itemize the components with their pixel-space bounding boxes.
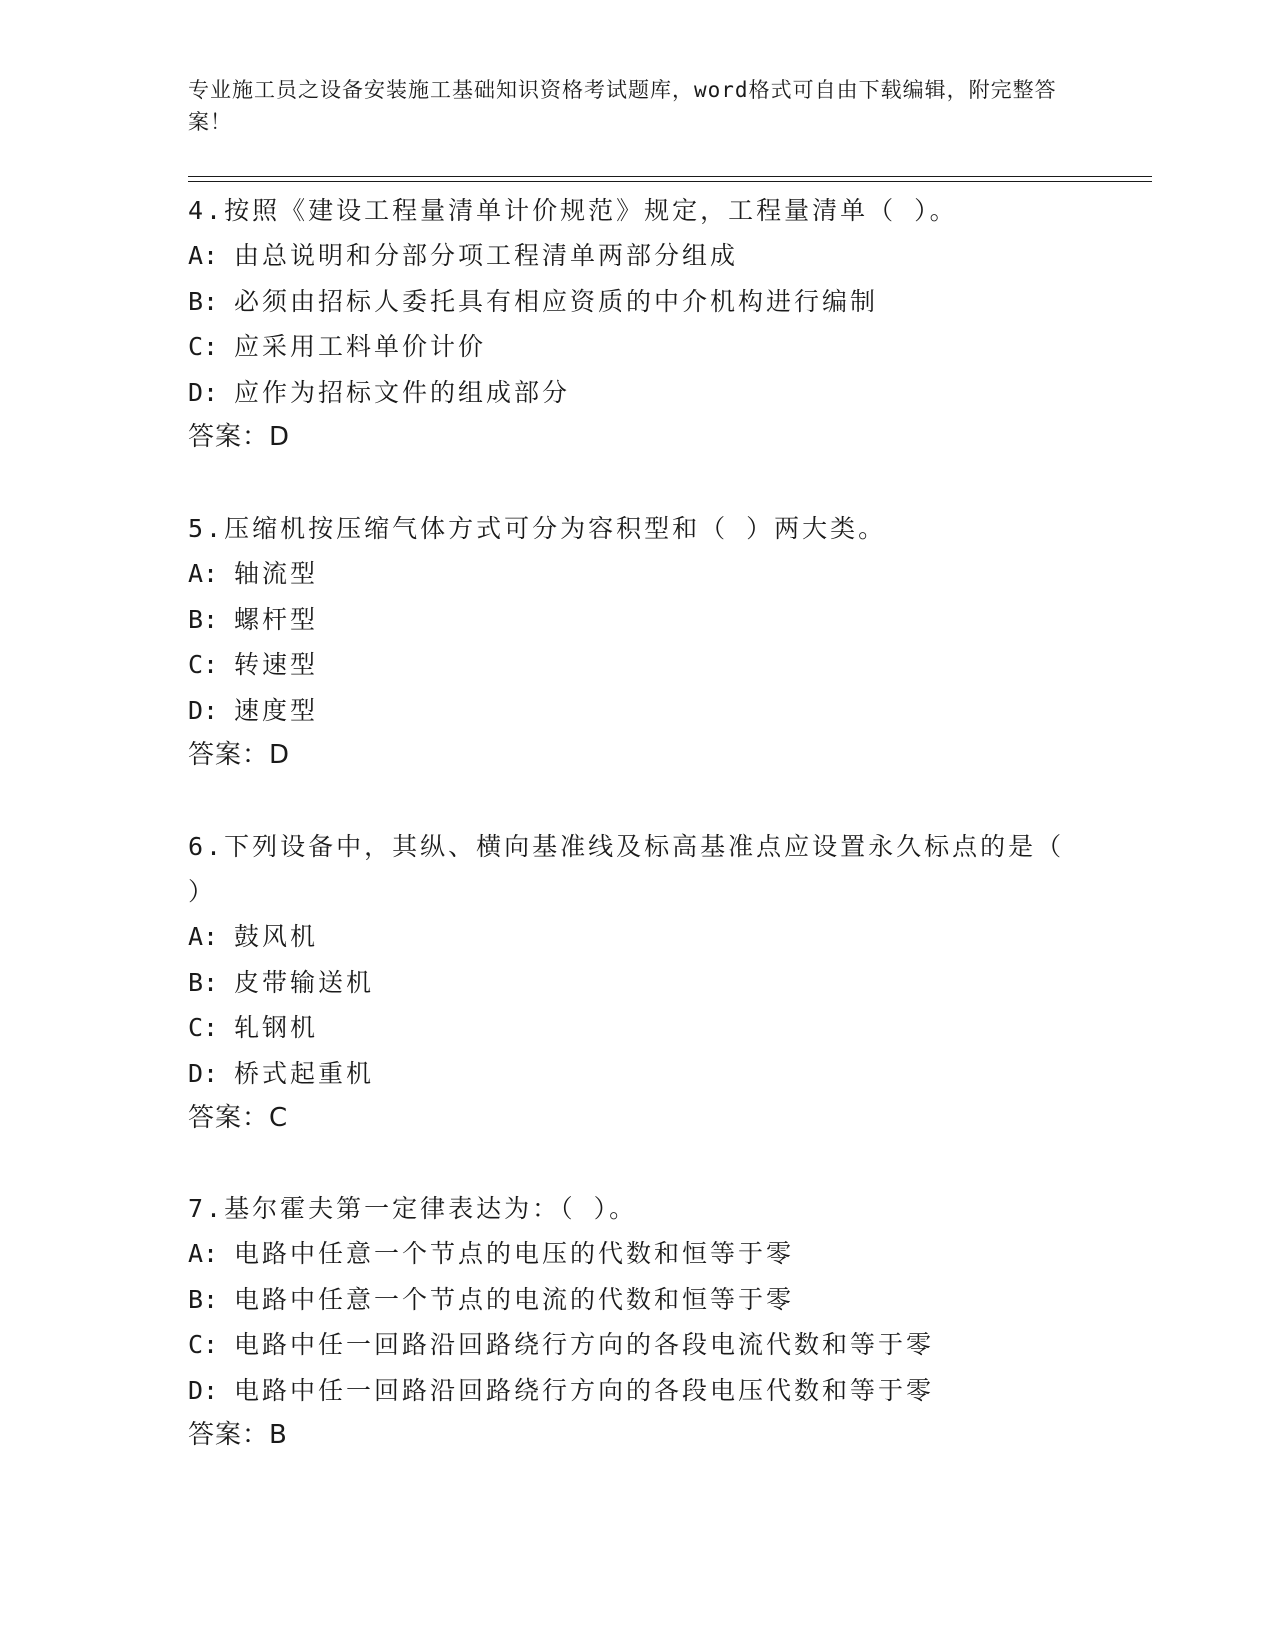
option-text: 电路中任一回路沿回路绕行方向的各段电流代数和等于零 (234, 1330, 935, 1359)
option-letter: D: (188, 695, 219, 725)
option-text: 电路中任一回路沿回路绕行方向的各段电压代数和等于零 (234, 1375, 935, 1405)
option-a (188, 551, 1088, 597)
answer-line: 答案：C (188, 1103, 289, 1133)
option-letter: A: (188, 1239, 219, 1268)
option-text: 桥式起重机 (234, 1058, 375, 1088)
option-text: 必须由招标人委托具有相应资质的中介机构进行编制 (234, 286, 879, 316)
option-letter: D: (188, 1375, 219, 1405)
option-d (188, 688, 1088, 734)
option-letter: D: (188, 1058, 219, 1088)
option-letter: C: (188, 332, 219, 361)
option-text: 电路中任意一个节点的电压的代数和恒等于零 (234, 1239, 795, 1268)
option-c (188, 642, 1088, 688)
option-letter: C: (188, 650, 219, 679)
option-letter: C: (188, 1013, 219, 1042)
option-text: 螺杆型 (234, 604, 319, 634)
option-letter: B: (188, 286, 219, 316)
option-letter: D: (188, 377, 219, 407)
question-title: 7.基尔霍夫第一定律表达为：（ ）。 (188, 1194, 638, 1223)
option-text: 皮带输送机 (234, 967, 375, 997)
option-d (188, 1368, 1088, 1414)
document-header: 专业施工员之设备安装施工基础知识资格考试题库，word格式可自由下载编辑，附完整答案！ (188, 78, 1057, 134)
question-7 (188, 1186, 1088, 1458)
option-letter: A: (188, 241, 219, 270)
option-letter: A: (188, 559, 219, 588)
question-5 (188, 506, 1088, 778)
option-d (188, 1051, 1068, 1097)
question-4 (188, 188, 1088, 460)
option-text: 轴流型 (234, 559, 319, 588)
option-d (188, 370, 1088, 416)
option-b (188, 597, 1088, 643)
answer-line: 答案：B (188, 1420, 288, 1450)
option-letter: B: (188, 967, 219, 997)
question-title: 4.按照《建设工程量清单计价规范》规定，工程量清单（ ）。 (188, 196, 958, 225)
option-text: 由总说明和分部分项工程清单两部分组成 (234, 241, 739, 270)
option-a (188, 1231, 1088, 1277)
option-text: 转速型 (234, 650, 319, 679)
question-title: 6.下列设备中，其纵、横向基准线及标高基准点应设置永久标点的是（ ） (188, 832, 1065, 906)
answer-line: 答案：D (188, 740, 291, 770)
option-text: 应作为招标文件的组成部分 (234, 377, 571, 407)
option-c (188, 324, 1088, 370)
header-divider-bottom (188, 181, 1152, 182)
option-letter: A: (188, 922, 219, 951)
option-b (188, 279, 1088, 325)
option-b (188, 1277, 1088, 1323)
header-divider-top (188, 176, 1152, 177)
option-a (188, 233, 1088, 279)
option-b (188, 960, 1068, 1006)
question-title: 5.压缩机按压缩气体方式可分为容积型和（ ）两大类。 (188, 514, 887, 543)
question-6 (188, 824, 1068, 1141)
option-letter: C: (188, 1330, 219, 1359)
option-a (188, 914, 1068, 960)
option-text: 应采用工料单价计价 (234, 332, 487, 361)
option-c (188, 1005, 1068, 1051)
option-c (188, 1322, 1088, 1368)
option-text: 电路中任意一个节点的电流的代数和恒等于零 (234, 1284, 795, 1314)
option-letter: B: (188, 604, 219, 634)
answer-line: 答案：D (188, 422, 291, 452)
option-text: 鼓风机 (234, 922, 319, 951)
option-letter: B: (188, 1284, 219, 1314)
option-text: 速度型 (234, 695, 319, 725)
option-text: 轧钢机 (234, 1013, 319, 1042)
